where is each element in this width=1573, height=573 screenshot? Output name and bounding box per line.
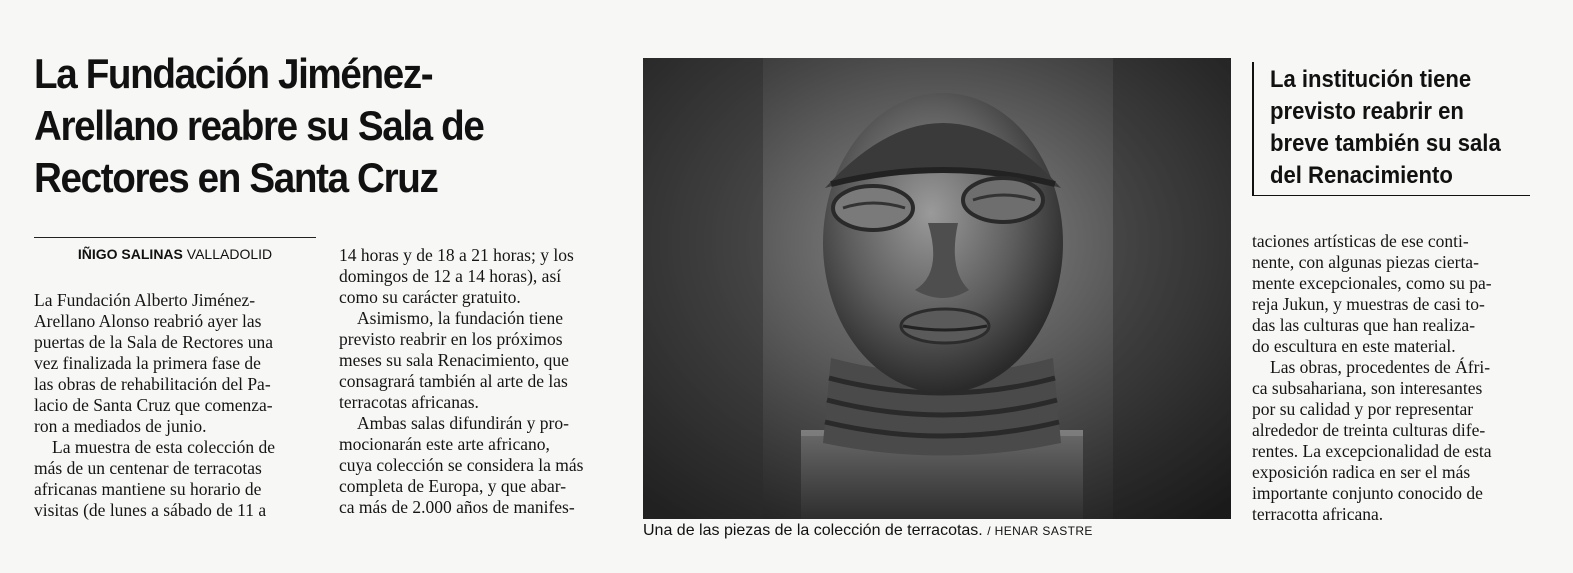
pull-quote-line: del Renacimiento <box>1270 162 1453 189</box>
text-line: previsto reabrir en los próximos <box>339 329 563 349</box>
text-line: do escultura en este material. <box>1252 336 1456 356</box>
text-line: por su calidad y por representar <box>1252 399 1474 419</box>
text-line: exposición radica en ser el más <box>1252 462 1471 482</box>
text-line: rentes. La excepcionalidad de esta <box>1252 441 1492 461</box>
pull-quote-line: breve también su sala <box>1270 130 1501 157</box>
headline-line: Rectores en Santa Cruz <box>34 154 438 201</box>
photo-credit: / HENAR SASTRE <box>987 524 1093 538</box>
article-column-1 <box>34 290 316 521</box>
terracotta-photo <box>643 58 1231 519</box>
article-column-2 <box>339 245 621 518</box>
byline-location: VALLADOLID <box>186 246 273 262</box>
text-line: mente excepcionales, como su pa- <box>1252 273 1492 293</box>
headline-line: La Fundación Jiménez- <box>34 50 433 97</box>
text-line: terracotas africanas. <box>339 392 479 412</box>
pull-quote-line: previsto reabrir en <box>1270 98 1464 125</box>
text-line: vez finalizada la primera fase de <box>34 353 261 373</box>
headline <box>34 48 549 204</box>
pull-quote-line: La institución tiene <box>1270 66 1472 93</box>
text-line: las obras de rehabilitación del Pa- <box>34 374 271 394</box>
text-line: lacio de Santa Cruz que comenza- <box>34 395 273 415</box>
text-line: 14 horas y de 18 a 21 horas; y los <box>339 245 574 265</box>
pull-quote <box>1252 62 1530 196</box>
text-line: como su carácter gratuito. <box>339 287 521 307</box>
text-line: ca más de 2.000 años de manifes- <box>339 497 575 517</box>
text-line: puertas de la Sala de Rectores una <box>34 332 274 352</box>
text-line: ron a mediados de junio. <box>34 416 207 436</box>
caption-text: Una de las piezas de la colección de terracotas. <box>643 522 983 539</box>
text-line: domingos de 12 a 14 horas), así <box>339 266 562 286</box>
text-line: taciones artísticas de ese conti- <box>1252 231 1469 251</box>
text-line: más de un centenar de terracotas <box>34 458 262 478</box>
text-line: nente, con algunas piezas cierta- <box>1252 252 1479 272</box>
text-line: ca subsahariana, son interesantes <box>1252 378 1483 398</box>
text-line: consagrará también al arte de las <box>339 371 568 391</box>
text-line: Asimismo, la fundación tiene <box>357 308 564 328</box>
headline-line: Arellano reabre su Sala de <box>34 102 484 149</box>
photo-caption <box>643 522 1093 540</box>
text-line: terracotta africana. <box>1252 504 1384 524</box>
text-line: completa de Europa, y que abar- <box>339 476 567 496</box>
text-line: Ambas salas difundirán y pro- <box>357 413 569 433</box>
text-line: reja Jukun, y muestras de casi to- <box>1252 294 1485 314</box>
text-line: meses su sala Renacimiento, que <box>339 350 569 370</box>
text-line: Las obras, procedentes de Áfri- <box>1270 357 1491 377</box>
text-line: africanas mantiene su horario de <box>34 479 262 499</box>
byline-author: IÑIGO SALINAS <box>77 246 183 262</box>
text-line: alrededor de treinta culturas dife- <box>1252 420 1486 440</box>
text-line: La Fundación Alberto Jiménez- <box>34 290 256 310</box>
article-column-3 <box>1252 231 1534 525</box>
text-line: cuya colección se considera la más <box>339 455 584 475</box>
terracotta-head-image <box>643 58 1231 519</box>
text-line: Arellano Alonso reabrió ayer las <box>34 311 262 331</box>
text-line: importante conjunto conocido de <box>1252 483 1483 503</box>
byline <box>34 237 316 262</box>
text-line: visitas (de lunes a sábado de 11 a <box>34 500 267 520</box>
text-line: La muestra de esta colección de <box>52 437 276 457</box>
text-line: das las culturas que han realiza- <box>1252 315 1476 335</box>
text-line: mocionarán este arte africano, <box>339 434 550 454</box>
